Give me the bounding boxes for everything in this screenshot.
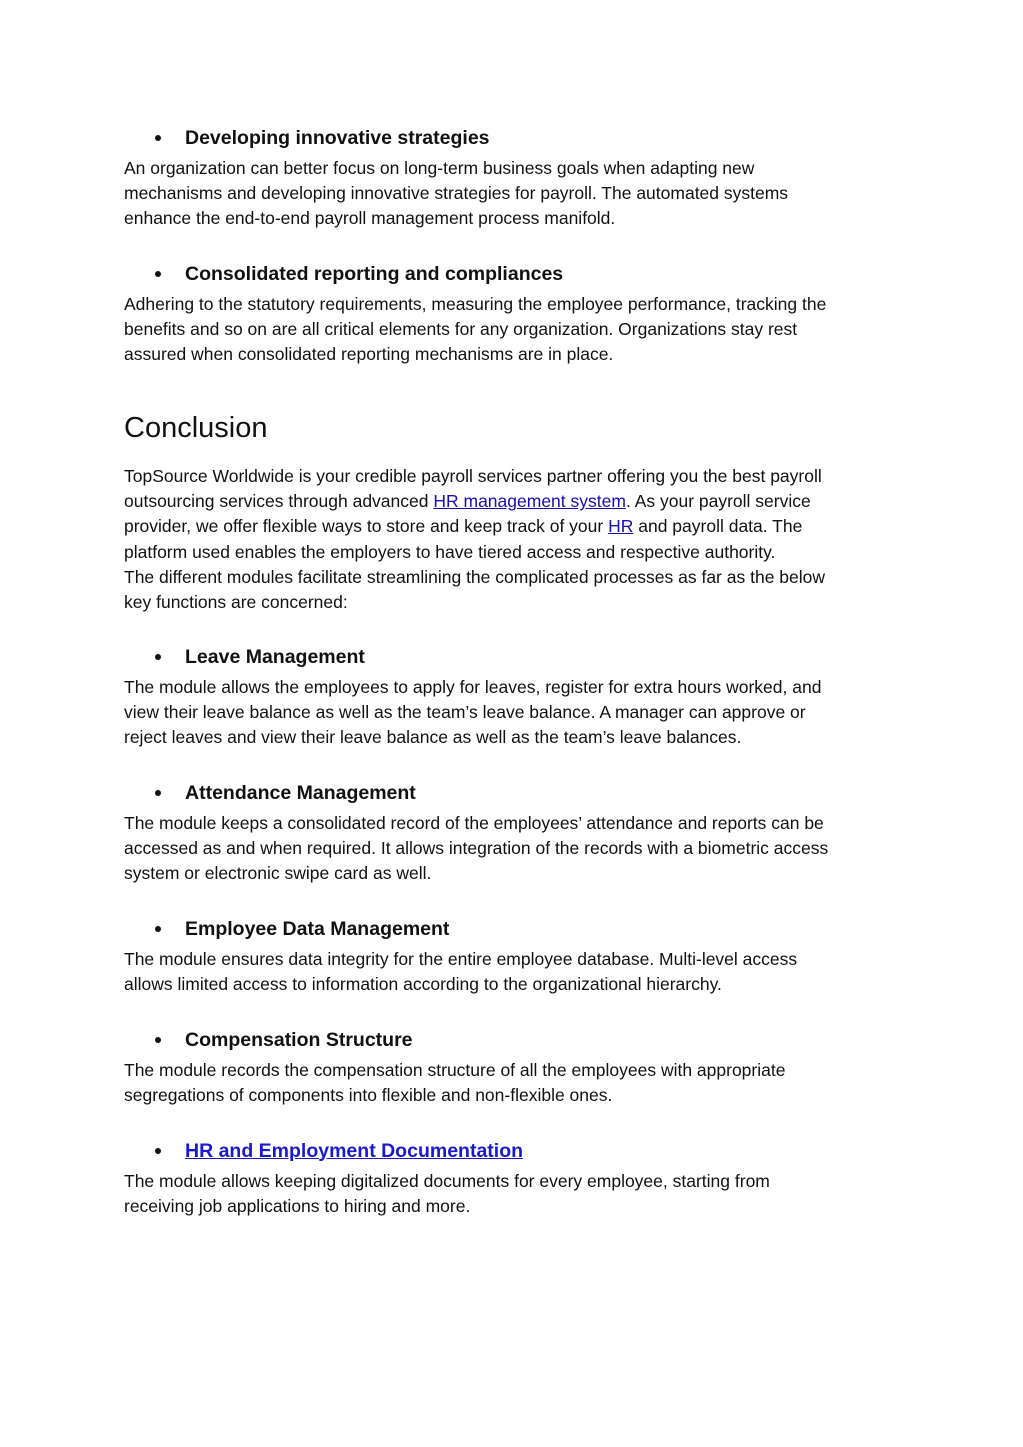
section-paragraph-developing-strategies: [124, 156, 914, 232]
text-run: . As your payroll service: [625, 491, 811, 512]
paragraph-line: enhance the end-to-end payroll management process manifold.: [124, 208, 616, 229]
bullet-icon: [155, 1148, 161, 1154]
module-heading-text: Compensation Structure: [185, 1028, 413, 1051]
paragraph-line: assured when consolidated reporting mechanisms are in place.: [124, 344, 614, 365]
module-heading-employee-data-management: [155, 915, 449, 943]
module-heading-leave-management: [155, 643, 365, 671]
paragraph-line: Adhering to the statutory requirements, measuring the employee performance, tracking the: [124, 294, 827, 314]
section-heading-text: Consolidated reporting and compliances: [185, 262, 564, 285]
paragraph-line: The module allows keeping digitalized documents for every employee, starting from: [124, 1171, 770, 1191]
paragraph-line: TopSource Worldwide is your credible payroll services partner offering you the best payroll: [124, 466, 822, 486]
paragraph-line: segregations of components into flexible and non-flexible ones.: [124, 1085, 613, 1106]
section-heading-text: Developing innovative strategies: [185, 126, 490, 149]
paragraph-line: benefits and so on are all critical elements for any organization. Organizations stay rest: [124, 319, 798, 340]
paragraph-line: key functions are concerned:: [124, 591, 348, 612]
section-heading-developing-strategies: [155, 124, 490, 152]
section-paragraph-consolidated-reporting: [124, 292, 914, 368]
paragraph-line: The module records the compensation structure of all the employees with appropriate: [124, 1060, 786, 1080]
bullet-icon: [155, 271, 161, 277]
conclusion-paragraph: [124, 464, 914, 615]
section-heading-consolidated-reporting: [155, 260, 563, 288]
paragraph-line: system or electronic swipe card as well.: [124, 863, 432, 884]
paragraph-line: [124, 514, 914, 539]
bullet-icon: [155, 1037, 161, 1043]
paragraph-line: platform used enables the employers to have tiered access and respective authority.: [124, 541, 776, 562]
paragraph-line: The different modules facilitate streamlining the complicated processes as far as the below: [124, 566, 826, 587]
paragraph-line: receiving job applications to hiring and more.: [124, 1196, 471, 1217]
module-heading-text: Leave Management: [185, 645, 365, 668]
module-heading-compensation-structure: [155, 1026, 413, 1054]
paragraph-line: mechanisms and developing innovative strategies for payroll. The automated systems: [124, 183, 789, 204]
bullet-icon: [155, 790, 161, 796]
module-heading-text: Attendance Management: [185, 781, 416, 804]
text-run: provider, we offer flexible ways to store and keep track of your: [124, 516, 609, 537]
paragraph-line: The module ensures data integrity for the entire employee database. Multi-level access: [124, 949, 798, 969]
module-paragraph-attendance-management: [124, 811, 914, 887]
module-heading-hr-documentation: [155, 1137, 523, 1165]
hr-management-system-link[interactable]: HR management system: [433, 491, 626, 512]
text-run: and payroll data. The: [633, 516, 803, 537]
paragraph-line: An organization can better focus on long-term business goals when adapting new: [124, 158, 755, 178]
paragraph-line: The module keeps a consolidated record of the employees’ attendance and reports can be: [124, 813, 824, 833]
paragraph-line: allows limited access to information according to the organizational hierarchy.: [124, 974, 722, 995]
paragraph-line: reject leaves and view their leave balance as well as the team’s leave balances.: [124, 727, 742, 748]
paragraph-line: view their leave balance as well as the team’s leave balance. A manager can approve or: [124, 702, 806, 723]
hr-employment-documentation-link[interactable]: HR and Employment Documentation: [185, 1139, 524, 1162]
module-heading-text: Employee Data Management: [185, 917, 450, 940]
paragraph-line: [124, 489, 914, 514]
module-paragraph-hr-documentation: [124, 1169, 914, 1219]
module-paragraph-leave-management: [124, 675, 914, 751]
conclusion-heading: Conclusion: [124, 412, 268, 444]
bullet-icon: [155, 654, 161, 660]
hr-link[interactable]: HR: [608, 516, 634, 537]
text-run: outsourcing services through advanced: [124, 491, 434, 512]
module-heading-attendance-management: [155, 779, 416, 807]
module-paragraph-employee-data-management: [124, 947, 914, 997]
bullet-icon: [155, 926, 161, 932]
bullet-icon: [155, 135, 161, 141]
paragraph-line: accessed as and when required. It allows integration of the records with a biometric access: [124, 838, 829, 859]
module-paragraph-compensation-structure: [124, 1058, 914, 1108]
paragraph-line: The module allows the employees to apply for leaves, register for extra hours worked, and: [124, 677, 822, 697]
